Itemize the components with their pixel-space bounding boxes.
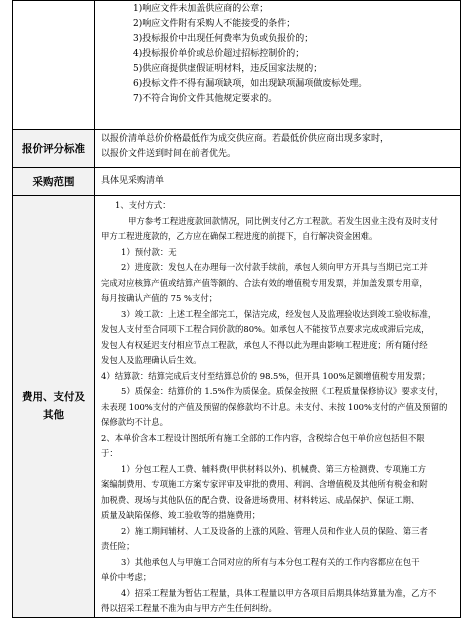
list-item: 5）质保金：结算价的 1.5%作为质保金。质保金按照《工程质量保修协议》要求支付， <box>121 386 444 396</box>
rejection-conditions-cell <box>95 1 461 130</box>
label-line: 其他 <box>43 409 64 422</box>
row-label-empty <box>13 1 95 130</box>
list-item: 1）预付款：无 <box>121 246 177 257</box>
list-item: 1)响应文件未加盖供应商的公章； <box>133 4 269 14</box>
text-line: 未表现 100%支付的产值及预留的保修款均不计息。未支付、未按 100%支付的产值及预留的 <box>101 401 448 412</box>
text-line: 甲方参考工程进度款回款情况，同比例支付乙方工程款。若发生因业主没有及时支付 <box>128 215 438 226</box>
table-row-rejection-conditions <box>13 1 461 130</box>
list-item: 1）分包工程人工费、辅料费(甲供材料以外)、机械费、第三方检测费、专项施工方 <box>121 463 426 474</box>
procurement-document <box>12 0 461 618</box>
list-item: 2）施工期间辅材、人工及设备的上涨的风险、管理人员和作业人员的保险、第三者 <box>121 525 428 536</box>
list-item: 4）结算款：结算完成后支付至结算总价的 98.5%，但开具 100%足额增值税专用发票； <box>101 370 431 381</box>
list-item: 7)不符合询价文件其他规定要求的。 <box>133 94 278 104</box>
list-item: 4)投标报价单价或总价超过招标控制价的； <box>133 49 305 59</box>
text-line: 保修款均不计息。 <box>101 417 168 427</box>
terms-table <box>12 0 461 618</box>
row-label-payment <box>13 196 95 618</box>
text-line: 以报价文件送到时间在前者优先。 <box>101 149 237 159</box>
text-line: 责任险； <box>101 541 135 551</box>
text-line: 完成对应核算产值或结算产值等额的、合法有效的增值税专用发票，并加盖发票专用章， <box>101 277 428 288</box>
text-line: 案编制费用、专项施工方案专家评审及审批的费用、利润、含增值税及其他所有税金和附 <box>101 479 428 489</box>
list-item: 6)投标文件不得有漏项缺项，如出现缺项漏项做废标处理。 <box>133 79 368 89</box>
list-item: 3）竣工款：上述工程全部完工，保洁完成，经发包人及监理验收达到竣工验收标准， <box>121 308 437 319</box>
row-label-scoring: 报价评分标准 <box>13 130 95 168</box>
section-heading: 1、支付方式： <box>115 200 171 210</box>
text-line: 发包人及监理确认后生效。 <box>101 355 202 365</box>
list-item: 5)供应商提供虚假证明材料，违反国家法规的； <box>133 64 323 74</box>
text-line: 以报价清单总价价格最低作为成交供应商。若最低价供应商出现多家时， <box>101 134 390 144</box>
text-line: 甲方工程进度款的，乙方应在确保工程进度的前提下，自行解决资金困难。 <box>101 231 378 241</box>
text-line: 于： <box>101 448 118 458</box>
list-item: 3)投标报价中出现任何费率为负或负报价的； <box>133 34 314 44</box>
scoring-criteria-cell <box>95 130 461 168</box>
list-item: 2）进度款：发包人在办理每一次付款手续前，承包人须向甲方开具与当期已完工并 <box>121 262 428 272</box>
section-heading: 2、本单价含本工程设计图纸所有施工全部的工作内容，含税综合包干单价应包括但不限 <box>101 432 425 443</box>
text-line: 加税费、现场与其他队伍的配合费、设备进场费用、材料转运、成品保护、保证工期、 <box>101 494 420 505</box>
list-item: 2)响应文件附有采购人不能接受的条件； <box>133 19 296 29</box>
table-row-scoring <box>13 130 461 168</box>
text-line: 发包人支付至合同项下工程合同价款的80%。如承包人不能按节点要求完成或滞后完成， <box>101 324 430 334</box>
text-line: 发包人有权延迟支付相应节点工程款，承包人不得以此为理由影响工程进度；所有随付经 <box>101 339 428 350</box>
text-line: 具体见采购清单 <box>101 176 165 186</box>
label-line: 费用、支付及 <box>22 391 85 404</box>
text-line: 单价中考虑； <box>101 572 152 582</box>
scope-cell <box>95 168 461 196</box>
text-line: 质量及缺陷保修、竣工验收等的措施费用； <box>101 510 261 520</box>
list-item: 4）招采工程量为暂估工程量，具体工程量以甲方各项目后期具体结算量为准，乙方不 <box>121 587 437 598</box>
row-label-scope: 采购范围 <box>13 168 95 196</box>
table-row-scope <box>13 168 461 196</box>
text-line: 每月按确认产值的 75 %支付； <box>101 293 218 303</box>
payment-terms-cell <box>95 196 461 618</box>
table-row-payment <box>13 196 461 618</box>
list-item: 3）其他承包人与甲施工合同对应的所有与本分包工程有关的工作内容都应在包干 <box>121 556 420 567</box>
text-line: 得以招采工程量不准为由与甲方产生任何纠纷。 <box>101 603 277 613</box>
